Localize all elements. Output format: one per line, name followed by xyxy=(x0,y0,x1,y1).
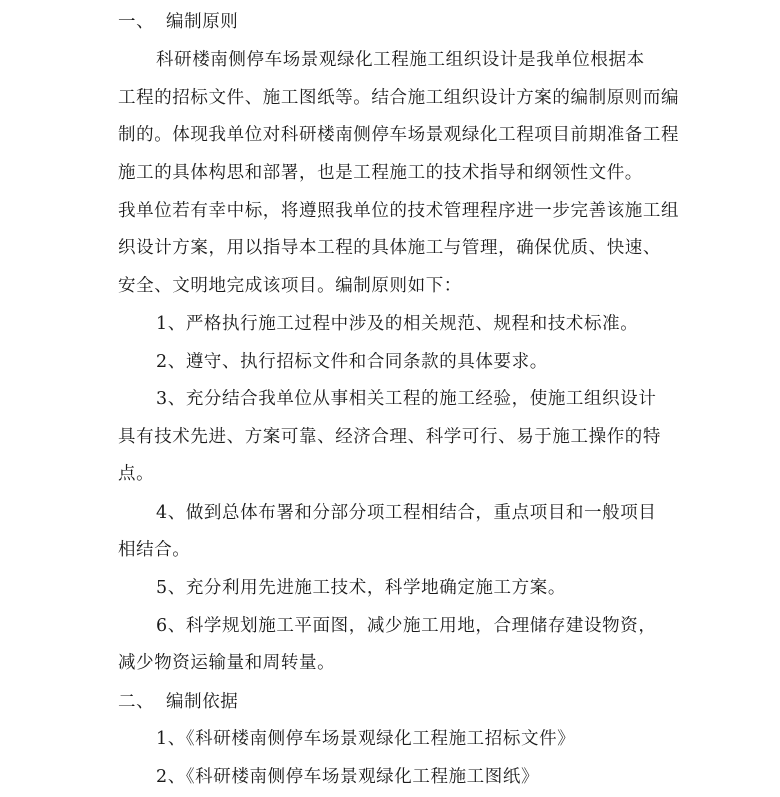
paragraph-line: 工程的招标文件、施工图纸等。结合施工组织设计方案的编制原则而编 xyxy=(118,88,680,108)
principle-item-3-cont: 具有技术先进、方案可靠、经济合理、科学可行、易于施工操作的特 xyxy=(118,427,661,447)
paragraph-line: 施工的具体构思和部署，也是工程施工的技术指导和纲领性文件。 xyxy=(118,163,643,183)
principle-item-1: 1、严格执行施工过程中涉及的相关规范、规程和技术标准。 xyxy=(156,314,639,334)
section-2-heading xyxy=(118,684,238,722)
section-2-number: 二、 xyxy=(118,692,155,712)
basis-item-1: 1、《科研楼南侧停车场景观绿化工程施工招标文件》 xyxy=(156,729,576,749)
principle-item-3-cont: 点。 xyxy=(118,464,155,484)
principle-item-2: 2、遵守、执行招标文件和合同条款的具体要求。 xyxy=(156,352,548,372)
principle-item-6: 6、科学规划施工平面图，减少施工用地，合理储存建设物资， xyxy=(156,616,657,636)
principle-item-5: 5、充分利用先进施工技术，科学地确定施工方案。 xyxy=(156,578,566,598)
section-1-title: 编制原则 xyxy=(166,12,239,32)
principle-item-4-cont: 相结合。 xyxy=(118,540,191,560)
paragraph-line: 织设计方案，用以指导本工程的具体施工与管理，确保优质、快速、 xyxy=(118,238,661,258)
paragraph-line: 安全、文明地完成该项目。编制原则如下： xyxy=(118,276,462,296)
section-2-title: 编制依据 xyxy=(166,692,239,712)
section-1-number: 一、 xyxy=(118,12,155,32)
paragraph-line: 科研楼南侧停车场景观绿化工程施工组织设计是我单位根据本 xyxy=(156,50,645,70)
principle-item-6-cont: 减少物资运输量和周转量。 xyxy=(118,653,336,673)
paragraph-line: 我单位若有幸中标，将遵照我单位的技术管理程序进一步完善该施工组 xyxy=(118,201,680,221)
section-1-heading xyxy=(118,4,238,42)
paragraph-line: 制的。体现我单位对科研楼南侧停车场景观绿化工程项目前期准备工程 xyxy=(118,125,680,145)
basis-item-2: 2、《科研楼南侧停车场景观绿化工程施工图纸》 xyxy=(156,767,540,787)
principle-item-4: 4、做到总体布署和分部分项工程相结合，重点项目和一般项目 xyxy=(156,503,657,523)
principle-item-3: 3、充分结合我单位从事相关工程的施工经验，使施工组织设计 xyxy=(156,389,657,409)
